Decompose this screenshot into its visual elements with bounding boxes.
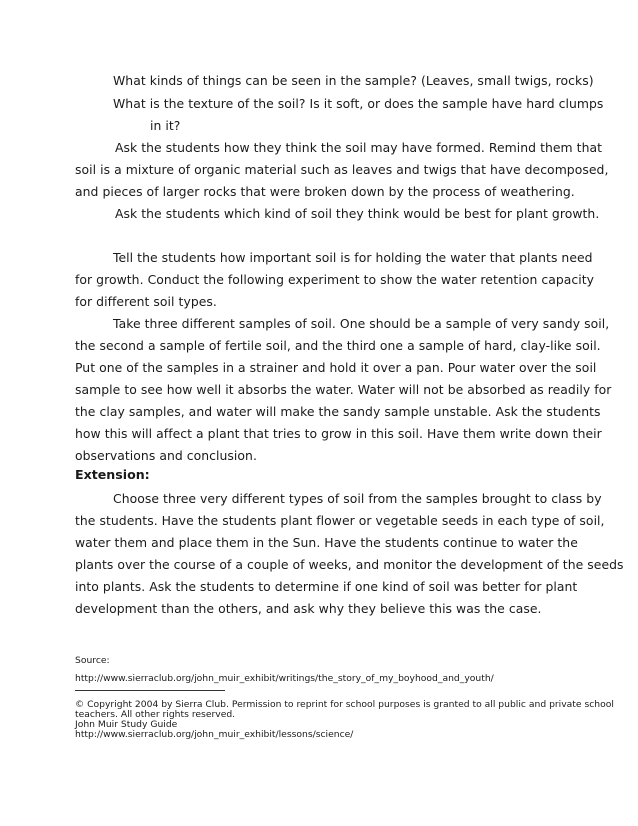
source-url: http://www.sierraclub.org/john_muir_exhibit/writings/the_story_of_my_boyhood_and_youth/	[75, 673, 494, 684]
paragraph-line: Tell the students how important soil is for holding the water that plants need	[113, 250, 593, 265]
paragraph-line: development than the others, and ask why they believe this was the case.	[75, 601, 542, 616]
source-label: Source:	[75, 655, 110, 666]
footnote-divider	[75, 690, 225, 691]
paragraph-line: how this will affect a plant that tries to grow in this soil. Have them write down their	[75, 426, 602, 441]
paragraph-line: for different soil types.	[75, 294, 217, 309]
paragraph-line: Ask the students how they think the soil may have formed. Remind them that	[115, 140, 603, 155]
paragraph-line: soil is a mixture of organic material such as leaves and twigs that have decomposed,	[75, 162, 609, 177]
question-line: in it?	[150, 118, 181, 133]
paragraph-line: for growth. Conduct the following experiment to show the water retention capacity	[75, 272, 595, 287]
paragraph-line: the clay samples, and water will make the sandy sample unstable. Ask the students	[75, 404, 601, 419]
paragraph-line: plants over the course of a couple of weeks, and monitor the development of the seeds	[75, 557, 624, 572]
guide-url: http://www.sierraclub.org/john_muir_exhibit/lessons/science/	[75, 729, 354, 740]
question-line: What kinds of things can be seen in the sample? (Leaves, small twigs, rocks)	[113, 73, 594, 88]
paragraph-line: sample to see how well it absorbs the water. Water will not be absorbed as readily for	[75, 382, 612, 397]
copyright-line: © Copyright 2004 by Sierra Club. Permission to reprint for school purposes is granted to all public and private school	[75, 699, 614, 710]
paragraph-line: Choose three very different types of soil from the samples brought to class by	[113, 491, 602, 506]
paragraph-line: and pieces of larger rocks that were broken down by the process of weathering.	[75, 184, 575, 199]
paragraph-line: observations and conclusion.	[75, 448, 257, 463]
paragraph-line: into plants. Ask the students to determine if one kind of soil was better for plant	[75, 579, 578, 594]
extension-heading: Extension:	[75, 467, 150, 482]
paragraph-line: Take three different samples of soil. One should be a sample of very sandy soil,	[113, 316, 610, 331]
paragraph-line: water them and place them in the Sun. Have the students continue to water the	[75, 535, 578, 550]
paragraph-line: Put one of the samples in a strainer and hold it over a pan. Pour water over the soil	[75, 360, 597, 375]
paragraph-line: the students. Have the students plant flower or vegetable seeds in each type of soil,	[75, 513, 605, 528]
paragraph-line: the second a sample of fertile soil, and the third one a sample of hard, clay-like soil.	[75, 338, 601, 353]
question-line: What is the texture of the soil? Is it soft, or does the sample have hard clumps	[113, 96, 604, 111]
copyright-line: teachers. All other rights reserved.	[75, 709, 236, 720]
guide-title: John Muir Study Guide	[75, 719, 178, 730]
paragraph-line: Ask the students which kind of soil they think would be best for plant growth.	[115, 206, 600, 221]
